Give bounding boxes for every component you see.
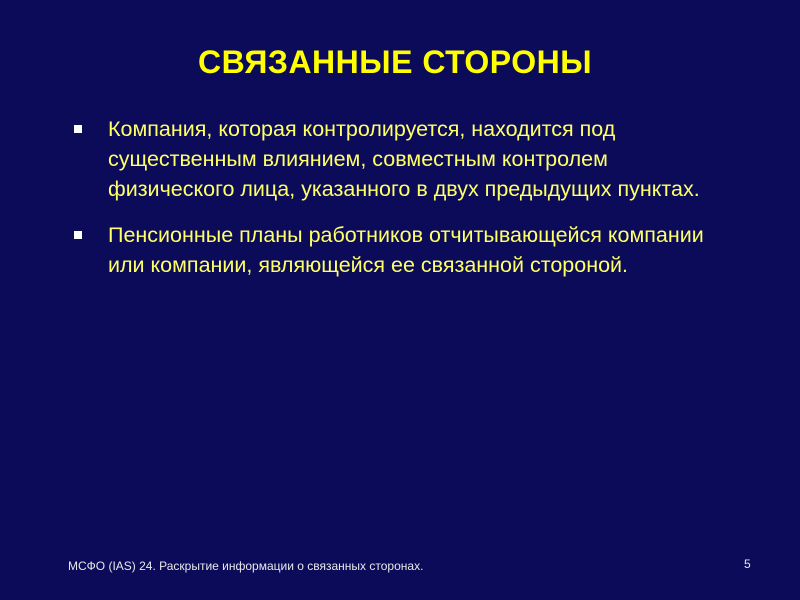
square-bullet-icon <box>74 125 82 133</box>
bullet-text: Пенсионные планы работников отчитывающейся компании или компании, являющейся ее связанной стороной. <box>108 223 704 277</box>
bullet-item <box>70 114 710 204</box>
bullet-list <box>70 114 710 296</box>
square-bullet-icon <box>74 231 82 239</box>
bullet-item <box>70 220 710 280</box>
bullet-text: Компания, которая контролируется, находится под существенным влиянием, совместным контролем физического лица, указанного в двух предыдущих пунктах. <box>108 117 700 201</box>
footer-text: МСФО (IAS) 24. Раскрытие информации о связанных сторонах. <box>68 559 424 573</box>
slide-title: СВЯЗАННЫЕ СТОРОНЫ <box>197 44 593 80</box>
page-number: 5 <box>744 557 751 571</box>
